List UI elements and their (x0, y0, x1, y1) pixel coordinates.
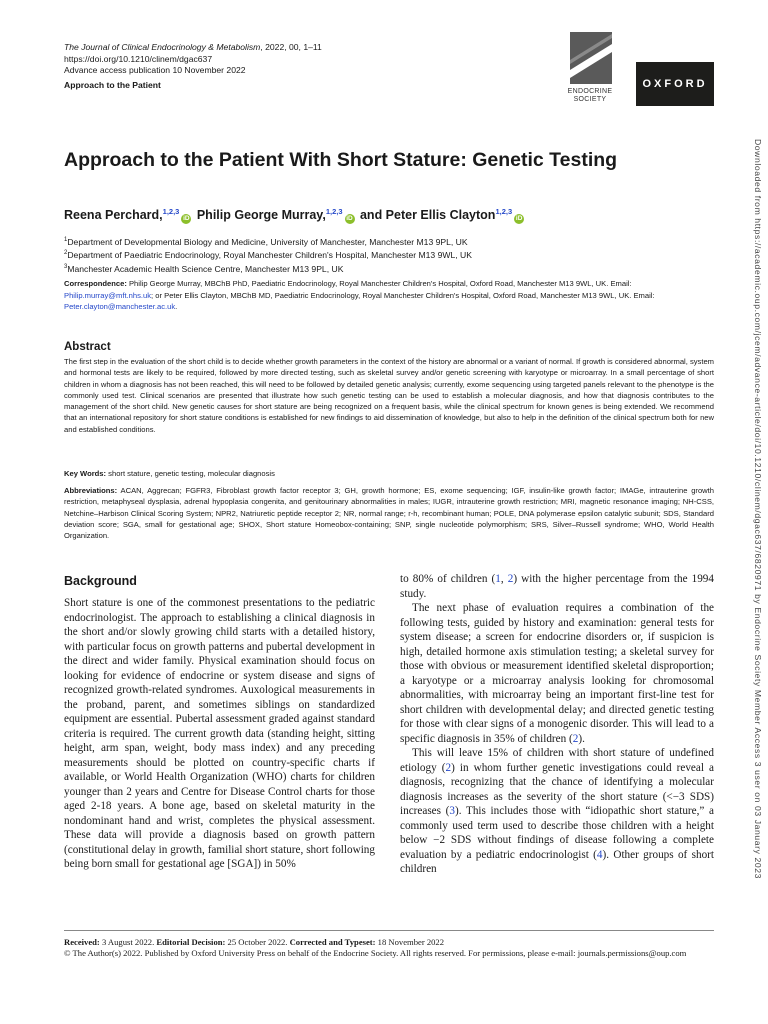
endocrine-society-logo (555, 32, 625, 116)
author-murray[interactable]: Philip George Murray, (196, 208, 326, 222)
dates-line: Received: 3 August 2022. Editorial Decision: 25 October 2022. Corrected and Typeset: 18 November 2022 (64, 937, 445, 947)
advance-access-line: Advance access publication 10 November 2022 (64, 65, 246, 75)
body-column-left (64, 596, 375, 872)
orcid-icon[interactable]: iD (346, 215, 353, 222)
copyright-line: © The Author(s) 2022. Published by Oxford University Press on behalf of the Endocrine Society. All rights reserved. For permissions, please e-mail: journals.permissions@oup.com (64, 948, 687, 959)
body-paragraph: Short stature is one of the commonest presentations to the pediatric endocrinologist. The approach to establishing a clinical diagnosis in the short and/or slowly growing child starts with a detailed history, with particular focus on growth patterns and pubertal development in the direct and wider family. Physical examination should focus on looking for evidence of endocrine or system disease and signs of recognized growth-related syndromes. Auxological measurements in the proband, parent, and sometimes siblings on standardized equipment are essential. Pubertal assessment graded against standard criteria is required. The current growth data (standing height, sitting height, arm span, weight, body mass index) and any preceding measurements should be plotted on country-specific charts if available, or World Health Organization (WHO) charts for children younger than 2 years and Centre for Disease Control charts for those aged 2-18 years. A bone age, based on skeletal maturity in the nondominant hand and wrist, completes the physical assessment. These data will provide a diagnosis based on growth pattern (constitutional delay in growth, familial short stature, short following being born small for gestational age [SGA]) in 50% (64, 597, 375, 870)
author-perchard[interactable]: Reena Perchard, (64, 208, 163, 222)
citation-details: , 2022, 00, 1–11 (260, 42, 322, 52)
email-link-murray[interactable]: Philip.murray@mft.nhs.uk (64, 290, 152, 300)
author-clayton[interactable]: and Peter Ellis Clayton (359, 208, 496, 222)
journal-header (64, 42, 322, 91)
download-notice-text: Downloaded from https://academic.oup.com/jcem/advance-article/doi/10.1210/clinem/dgac637/6820971 by Endocrine Society Member Access 3 user on 03 January 2023 (753, 138, 763, 880)
author-list (64, 207, 526, 224)
author-affiliation-sup: 1,2,3 (495, 207, 513, 216)
endocrine-logo-icon (570, 32, 612, 84)
article-title: Approach to the Patient With Short Stature: Genetic Testing (64, 149, 618, 171)
citation-link[interactable]: 3 (449, 805, 455, 817)
orcid-icon[interactable]: iD (515, 215, 523, 222)
section-tag: Approach to the Patient (64, 79, 161, 90)
orcid-icon[interactable]: iD (183, 215, 190, 222)
download-notice (748, 116, 763, 906)
oxford-logo: OXFORD (636, 62, 714, 106)
journal-name: The Journal of Clinical Endocrinology & Metabolism (64, 42, 261, 52)
body-column-right (400, 572, 714, 877)
affiliation-item: $^3$Manchester Academic Health Science Centre, Manchester M13 9PL, UK (64, 263, 344, 274)
doi-line[interactable]: https://doi.org/10.1210/clinem/dgac637 (64, 53, 213, 64)
body-paragraph: The next phase of evaluation requires a combination of the following tests, guided by history and examination: general tests for system disease; a screen for endocrine disorders or, if suspicion is high, detailed hormone axis stimulation testing; a skeletal survey for those with obvious or measurement identified skeletal disproportion; a karyotype or a microarray analysis looking for chromosomal abnormalities, with microarray being an important first-line test for short children with developmental delay; and directed genetic testing for those with clear signs of a monogenic disorder. This will lead to a specific diagnosis in 35% of children (2). (400, 602, 714, 745)
email-link-clayton[interactable]: Peter.clayton@manchester.ac.uk (64, 302, 176, 311)
background-heading: Background (64, 574, 137, 588)
affiliation-item: $^2$Department of Paediatric Endocrinology, Royal Manchester Children's Hospital, Manchester M13 9WL, UK (64, 250, 472, 261)
affiliations (64, 235, 472, 275)
article-footer (64, 937, 714, 960)
endocrine-logo-text: ENDOCRINE (567, 88, 613, 95)
abbreviations: Abbreviations: ACAN, Aggrecan; FGFR3, Fibroblast growth factor receptor 3; GH, growth hormone; ES, exome sequencing; IGF, insulin-like growth factor; IMAGe, intrauterine growth restriction, metaphyseal dysplasia, adrenal hypoplasia congenita, and genitourinary abnormalities in males; IUGR, intrauterine growth restriction; MRI, magnetic resonance imaging; NH-CSS, Netchine–Harbison Clinical Scoring System; NPR2, Natriuretic peptide receptor 2; NR, normal range; r-h, recombinant human; POLE, DNA polymerase epsilon catalytic subunit; SDS, Standard deviation score; SGA, small for gestational age; SHOX, Short stature Homeobox-containing; SNP, single nucleotide polymorphism; SRS, Silver–Russell syndrome; WHO, World Health Organization. (64, 486, 714, 541)
citation-link[interactable]: 2 (507, 573, 514, 585)
author-affiliation-sup: 1,2,3 (162, 207, 180, 216)
abstract-heading: Abstract (64, 341, 111, 353)
correspondence: Correspondence: Philip George Murray, MBChB PhD, Paediatric Endocrinology, Royal Manchester Children's Hospital, Oxford Road, Manchester M13 9WL, UK. Email: Philip.murray@mft.nhs.uk; or Peter Ellis Clayton, MBChB MD, Paediatric Endocrinology, Royal Manchester Children's Hospital, Oxford Road, Manchester M13 9WL, UK. Email: Peter.clayton@manchester.ac.uk. (64, 279, 655, 311)
citation-link[interactable]: 2 (445, 761, 452, 774)
body-paragraph: This will leave 15% of children with short stature of undefined etiology (2) in whom further genetic investigations could reveal a diagnosis, recognizing that the chance of identifying a molecular diagnosis increases as the severity of the short stature (<−3 SDS) increases (3). This includes those with “idiopathic short stature,” a commonly used term used to describe those children with a height below −2 SDS without findings of disease following a complete evaluation by a pediatric endocrinologist (4). Other groups of short children (400, 747, 714, 875)
citation-link[interactable]: 4 (596, 848, 603, 861)
society-logo-text: SOCIETY (573, 96, 607, 103)
keywords: Key Words: short stature, genetic testing, molecular diagnosis (64, 469, 275, 478)
citation-link[interactable]: 1 (495, 573, 501, 585)
body-paragraph: to 80% of children (1, 2) with the higher percentage from the 1994 study. (400, 573, 714, 600)
citation-line (64, 42, 322, 54)
citation-link[interactable]: 2 (572, 732, 579, 745)
abstract-text: The first step in the evaluation of the short child is to decide whether growth parameters in the context of the history are abnormal or a variant of normal. If growth is considered abnormal, system and hormonal tests are likely to be required, followed by more directed testing, such as skeletal survey and/or genetic screening with karyotype or microarray. In a small percentage of short children in whom a diagnosis has not been reached, this will need to be followed by detailed genetic analysis; currently, exome sequencing using targeted panels relevant to the phenotype is the commonly used test. Clinical scenarios are presented that illustrate how such genetic testing can be used to establish a molecular diagnosis, and how that diagnosis contributes to the management of the short child. New genetic causes for short stature are being recognized on a frequent basis, while the clinical spectrum for known genes is being extended. We recommend that an international repository for short stature conditions is established for new findings to aid dissemination of knowledge, but also to help in the definition of the clinical spectrum both for new and established conditions. (64, 357, 715, 434)
author-affiliation-sup: 1,2,3 (325, 207, 343, 216)
affiliation-item: $^1$Department of Developmental Biology and Medicine, University of Manchester, Manchester M13 9PL, UK (64, 236, 468, 247)
footer-divider (64, 930, 714, 931)
